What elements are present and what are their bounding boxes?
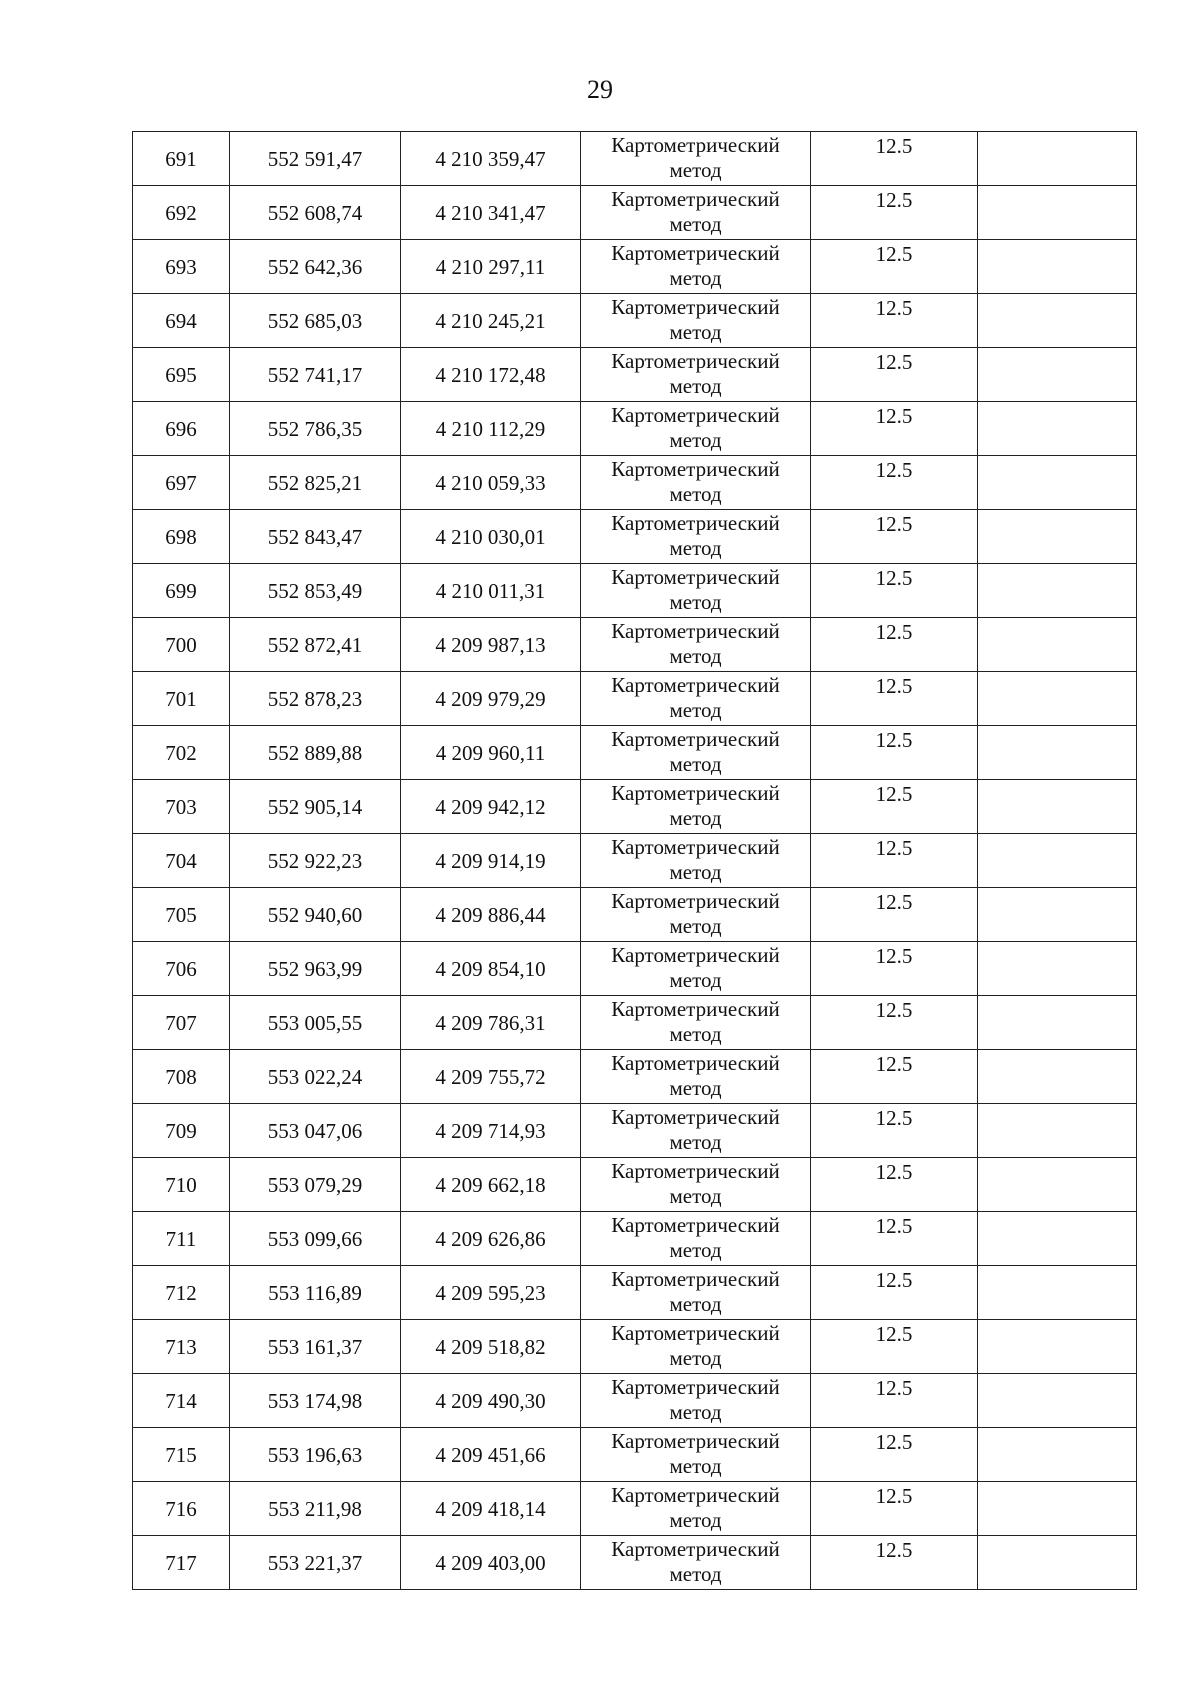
method-text: метод (669, 1400, 722, 1424)
y-coordinate-cell: 4 210 112,29 (401, 402, 581, 456)
method-text: метод (669, 1562, 722, 1586)
method-text: Картометрический (611, 1429, 780, 1453)
accuracy-cell: 12.5 (811, 1266, 978, 1320)
table-row (133, 510, 1137, 564)
method-cell (581, 510, 811, 564)
accuracy-cell: 12.5 (811, 240, 978, 294)
method-text: метод (669, 1076, 722, 1100)
description-cell (978, 1320, 1137, 1374)
method-cell (581, 1050, 811, 1104)
accuracy-cell: 12.5 (811, 1320, 978, 1374)
description-cell (978, 672, 1137, 726)
description-cell (978, 1050, 1137, 1104)
method-cell (581, 1482, 811, 1536)
method-text: метод (669, 590, 722, 614)
method-cell (581, 942, 811, 996)
table-row (133, 672, 1137, 726)
method-text: Картометрический (611, 781, 780, 805)
y-coordinate-cell: 4 209 626,86 (401, 1212, 581, 1266)
description-cell (978, 834, 1137, 888)
table-row (133, 996, 1137, 1050)
method-text: метод (669, 914, 722, 938)
method-text: метод (669, 266, 722, 290)
y-coordinate-cell: 4 209 755,72 (401, 1050, 581, 1104)
description-cell (978, 510, 1137, 564)
point-number-cell: 697 (133, 456, 230, 510)
method-cell (581, 726, 811, 780)
description-cell (978, 726, 1137, 780)
table-row (133, 942, 1137, 996)
table-row (133, 564, 1137, 618)
description-cell (978, 240, 1137, 294)
x-coordinate-cell: 553 174,98 (230, 1374, 401, 1428)
description-cell (978, 402, 1137, 456)
table-row (133, 186, 1137, 240)
y-coordinate-cell: 4 210 011,31 (401, 564, 581, 618)
description-cell (978, 132, 1137, 186)
method-text: Картометрический (611, 403, 780, 427)
x-coordinate-cell: 553 099,66 (230, 1212, 401, 1266)
accuracy-cell: 12.5 (811, 294, 978, 348)
y-coordinate-cell: 4 209 979,29 (401, 672, 581, 726)
method-cell (581, 186, 811, 240)
method-text: метод (669, 860, 722, 884)
table-row (133, 780, 1137, 834)
y-coordinate-cell: 4 209 854,10 (401, 942, 581, 996)
x-coordinate-cell: 552 905,14 (230, 780, 401, 834)
y-coordinate-cell: 4 209 418,14 (401, 1482, 581, 1536)
table-row (133, 834, 1137, 888)
method-cell (581, 402, 811, 456)
x-coordinate-cell: 552 889,88 (230, 726, 401, 780)
x-coordinate-cell: 552 872,41 (230, 618, 401, 672)
method-text: метод (669, 1292, 722, 1316)
point-number-cell: 716 (133, 1482, 230, 1536)
point-number-cell: 706 (133, 942, 230, 996)
description-cell (978, 186, 1137, 240)
point-number-cell: 698 (133, 510, 230, 564)
method-text: Картометрический (611, 241, 780, 265)
method-text: метод (669, 212, 722, 236)
table-row (133, 348, 1137, 402)
y-coordinate-cell: 4 209 403,00 (401, 1536, 581, 1590)
method-text: Картометрический (611, 349, 780, 373)
method-text: метод (669, 1346, 722, 1370)
point-number-cell: 699 (133, 564, 230, 618)
accuracy-cell: 12.5 (811, 510, 978, 564)
method-cell (581, 240, 811, 294)
table-row (133, 1158, 1137, 1212)
table-row (133, 888, 1137, 942)
point-number-cell: 700 (133, 618, 230, 672)
table-row (133, 1536, 1137, 1590)
description-cell (978, 1482, 1137, 1536)
method-text: метод (669, 1238, 722, 1262)
method-text: Картометрический (611, 943, 780, 967)
method-cell (581, 294, 811, 348)
y-coordinate-cell: 4 209 490,30 (401, 1374, 581, 1428)
method-text: Картометрический (611, 1267, 780, 1291)
y-coordinate-cell: 4 210 297,11 (401, 240, 581, 294)
method-text: Картометрический (611, 457, 780, 481)
table-row (133, 1428, 1137, 1482)
point-number-cell: 713 (133, 1320, 230, 1374)
table-row (133, 1320, 1137, 1374)
accuracy-cell: 12.5 (811, 1050, 978, 1104)
point-number-cell: 709 (133, 1104, 230, 1158)
method-text: Картометрический (611, 1375, 780, 1399)
x-coordinate-cell: 552 591,47 (230, 132, 401, 186)
point-number-cell: 693 (133, 240, 230, 294)
description-cell (978, 1212, 1137, 1266)
table-row (133, 1104, 1137, 1158)
y-coordinate-cell: 4 209 786,31 (401, 996, 581, 1050)
accuracy-cell: 12.5 (811, 456, 978, 510)
x-coordinate-cell: 553 161,37 (230, 1320, 401, 1374)
x-coordinate-cell: 552 940,60 (230, 888, 401, 942)
method-text: Картометрический (611, 1051, 780, 1075)
y-coordinate-cell: 4 209 914,19 (401, 834, 581, 888)
description-cell (978, 564, 1137, 618)
method-cell (581, 456, 811, 510)
table-row (133, 456, 1137, 510)
accuracy-cell: 12.5 (811, 888, 978, 942)
x-coordinate-cell: 553 022,24 (230, 1050, 401, 1104)
method-text: метод (669, 1184, 722, 1208)
y-coordinate-cell: 4 209 451,66 (401, 1428, 581, 1482)
method-cell (581, 672, 811, 726)
method-text: Картометрический (611, 1105, 780, 1129)
x-coordinate-cell: 552 963,99 (230, 942, 401, 996)
method-text: Картометрический (611, 511, 780, 535)
accuracy-cell: 12.5 (811, 564, 978, 618)
method-text: Картометрический (611, 835, 780, 859)
accuracy-cell: 12.5 (811, 132, 978, 186)
method-cell (581, 618, 811, 672)
method-cell (581, 780, 811, 834)
x-coordinate-cell: 553 211,98 (230, 1482, 401, 1536)
method-cell (581, 1374, 811, 1428)
point-number-cell: 712 (133, 1266, 230, 1320)
method-text: метод (669, 1508, 722, 1532)
point-number-cell: 710 (133, 1158, 230, 1212)
accuracy-cell: 12.5 (811, 402, 978, 456)
accuracy-cell: 12.5 (811, 942, 978, 996)
y-coordinate-cell: 4 209 518,82 (401, 1320, 581, 1374)
table-row (133, 1374, 1137, 1428)
method-text: Картометрический (611, 295, 780, 319)
description-cell (978, 348, 1137, 402)
y-coordinate-cell: 4 209 987,13 (401, 618, 581, 672)
description-cell (978, 1104, 1137, 1158)
page-number: 29 (587, 75, 613, 104)
y-coordinate-cell: 4 209 595,23 (401, 1266, 581, 1320)
x-coordinate-cell: 552 922,23 (230, 834, 401, 888)
method-cell (581, 132, 811, 186)
x-coordinate-cell: 552 825,21 (230, 456, 401, 510)
table-row (133, 294, 1137, 348)
method-text: Картометрический (611, 1537, 780, 1561)
point-number-cell: 708 (133, 1050, 230, 1104)
x-coordinate-cell: 552 608,74 (230, 186, 401, 240)
x-coordinate-cell: 552 741,17 (230, 348, 401, 402)
method-cell (581, 564, 811, 618)
method-text: метод (669, 1130, 722, 1154)
accuracy-cell: 12.5 (811, 186, 978, 240)
y-coordinate-cell: 4 209 886,44 (401, 888, 581, 942)
y-coordinate-cell: 4 210 245,21 (401, 294, 581, 348)
coordinates-table-body (133, 132, 1137, 1590)
x-coordinate-cell: 553 047,06 (230, 1104, 401, 1158)
method-cell (581, 834, 811, 888)
method-cell (581, 1104, 811, 1158)
method-text: Картометрический (611, 1159, 780, 1183)
accuracy-cell: 12.5 (811, 1158, 978, 1212)
accuracy-cell: 12.5 (811, 726, 978, 780)
method-text: Картометрический (611, 619, 780, 643)
point-number-cell: 711 (133, 1212, 230, 1266)
point-number-cell: 691 (133, 132, 230, 186)
method-text: Картометрический (611, 1213, 780, 1237)
point-number-cell: 696 (133, 402, 230, 456)
method-text: Картометрический (611, 133, 780, 157)
method-text: Картометрический (611, 187, 780, 211)
point-number-cell: 703 (133, 780, 230, 834)
method-text: метод (669, 374, 722, 398)
point-number-cell: 715 (133, 1428, 230, 1482)
table-row (133, 240, 1137, 294)
accuracy-cell: 12.5 (811, 348, 978, 402)
x-coordinate-cell: 553 079,29 (230, 1158, 401, 1212)
method-text: метод (669, 158, 722, 182)
x-coordinate-cell: 552 853,49 (230, 564, 401, 618)
x-coordinate-cell: 552 878,23 (230, 672, 401, 726)
x-coordinate-cell: 553 221,37 (230, 1536, 401, 1590)
point-number-cell: 702 (133, 726, 230, 780)
method-cell (581, 1536, 811, 1590)
description-cell (978, 1374, 1137, 1428)
method-cell (581, 348, 811, 402)
point-number-cell: 705 (133, 888, 230, 942)
point-number-cell: 692 (133, 186, 230, 240)
table-row (133, 132, 1137, 186)
method-text: метод (669, 1454, 722, 1478)
accuracy-cell: 12.5 (811, 996, 978, 1050)
y-coordinate-cell: 4 210 059,33 (401, 456, 581, 510)
description-cell (978, 1158, 1137, 1212)
y-coordinate-cell: 4 209 714,93 (401, 1104, 581, 1158)
table-row (133, 1266, 1137, 1320)
y-coordinate-cell: 4 209 960,11 (401, 726, 581, 780)
table-row (133, 1482, 1137, 1536)
accuracy-cell: 12.5 (811, 672, 978, 726)
method-cell (581, 1158, 811, 1212)
y-coordinate-cell: 4 209 662,18 (401, 1158, 581, 1212)
x-coordinate-cell: 552 685,03 (230, 294, 401, 348)
description-cell (978, 1266, 1137, 1320)
method-text: метод (669, 320, 722, 344)
y-coordinate-cell: 4 209 942,12 (401, 780, 581, 834)
x-coordinate-cell: 553 005,55 (230, 996, 401, 1050)
coordinates-table (132, 131, 1137, 1590)
point-number-cell: 694 (133, 294, 230, 348)
method-text: метод (669, 536, 722, 560)
method-text: Картометрический (611, 1483, 780, 1507)
description-cell (978, 942, 1137, 996)
accuracy-cell: 12.5 (811, 1104, 978, 1158)
method-cell (581, 1428, 811, 1482)
method-text: метод (669, 1022, 722, 1046)
method-cell (581, 1212, 811, 1266)
table-row (133, 1050, 1137, 1104)
method-text: метод (669, 698, 722, 722)
x-coordinate-cell: 552 786,35 (230, 402, 401, 456)
x-coordinate-cell: 552 642,36 (230, 240, 401, 294)
point-number-cell: 717 (133, 1536, 230, 1590)
accuracy-cell: 12.5 (811, 1482, 978, 1536)
point-number-cell: 695 (133, 348, 230, 402)
method-text: метод (669, 806, 722, 830)
method-text: Картометрический (611, 727, 780, 751)
table-row (133, 402, 1137, 456)
accuracy-cell: 12.5 (811, 780, 978, 834)
method-text: Картометрический (611, 1321, 780, 1345)
x-coordinate-cell: 552 843,47 (230, 510, 401, 564)
point-number-cell: 704 (133, 834, 230, 888)
method-text: метод (669, 644, 722, 668)
table-row (133, 726, 1137, 780)
method-text: метод (669, 968, 722, 992)
accuracy-cell: 12.5 (811, 1536, 978, 1590)
y-coordinate-cell: 4 210 341,47 (401, 186, 581, 240)
x-coordinate-cell: 553 196,63 (230, 1428, 401, 1482)
method-text: Картометрический (611, 673, 780, 697)
description-cell (978, 618, 1137, 672)
method-text: Картометрический (611, 565, 780, 589)
point-number-cell: 707 (133, 996, 230, 1050)
method-cell (581, 1320, 811, 1374)
table-row (133, 1212, 1137, 1266)
y-coordinate-cell: 4 210 359,47 (401, 132, 581, 186)
description-cell (978, 456, 1137, 510)
accuracy-cell: 12.5 (811, 1212, 978, 1266)
description-cell (978, 294, 1137, 348)
y-coordinate-cell: 4 210 172,48 (401, 348, 581, 402)
description-cell (978, 780, 1137, 834)
table-row (133, 618, 1137, 672)
accuracy-cell: 12.5 (811, 1374, 978, 1428)
description-cell (978, 1536, 1137, 1590)
accuracy-cell: 12.5 (811, 618, 978, 672)
description-cell (978, 996, 1137, 1050)
method-text: метод (669, 752, 722, 776)
method-text: Картометрический (611, 997, 780, 1021)
point-number-cell: 714 (133, 1374, 230, 1428)
x-coordinate-cell: 553 116,89 (230, 1266, 401, 1320)
accuracy-cell: 12.5 (811, 834, 978, 888)
method-text: метод (669, 428, 722, 452)
method-cell (581, 888, 811, 942)
description-cell (978, 888, 1137, 942)
y-coordinate-cell: 4 210 030,01 (401, 510, 581, 564)
method-text: метод (669, 482, 722, 506)
description-cell (978, 1428, 1137, 1482)
method-text: Картометрический (611, 889, 780, 913)
point-number-cell: 701 (133, 672, 230, 726)
accuracy-cell: 12.5 (811, 1428, 978, 1482)
method-cell (581, 1266, 811, 1320)
method-cell (581, 996, 811, 1050)
